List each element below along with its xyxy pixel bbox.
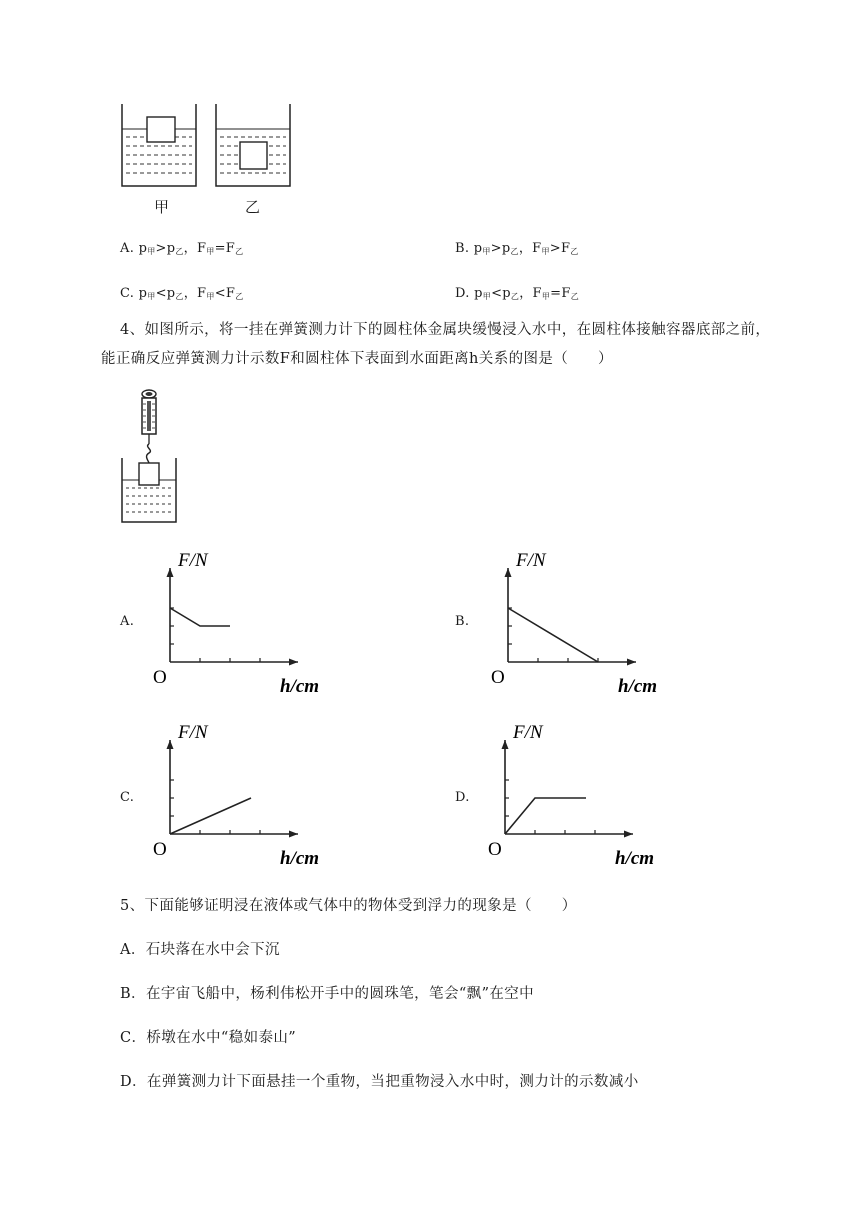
f-symbol: F bbox=[532, 286, 542, 301]
y-axis-label: F/N bbox=[178, 722, 208, 743]
y-axis-arrow bbox=[505, 568, 512, 577]
subscript: 甲 bbox=[206, 247, 215, 256]
origin-label: O bbox=[488, 839, 502, 860]
origin-label: O bbox=[491, 667, 505, 688]
p-symbol: p bbox=[474, 286, 483, 301]
f-symbol: F bbox=[560, 241, 571, 256]
q3-option-d[interactable] bbox=[455, 282, 579, 302]
beaker-jia bbox=[122, 104, 196, 186]
q5-question: 5、下面能够证明浸在液体或气体中的物体受到浮力的现象是（ ） bbox=[120, 898, 577, 914]
origin-label: O bbox=[153, 839, 167, 860]
series-line bbox=[505, 798, 586, 834]
p-symbol: p bbox=[501, 241, 511, 256]
x-axis-arrow bbox=[627, 659, 636, 666]
y-axis-label: F/N bbox=[516, 550, 546, 571]
operator: < bbox=[214, 286, 226, 301]
y-axis-arrow bbox=[502, 740, 509, 749]
x-axis-label: h/cm bbox=[280, 848, 320, 869]
separator: ， bbox=[518, 241, 533, 256]
water-container bbox=[122, 458, 176, 522]
subscript: 甲 bbox=[541, 247, 550, 256]
x-axis-arrow bbox=[289, 659, 298, 666]
p-symbol: p bbox=[502, 286, 511, 301]
q4-question-line-1: 4、如图所示，将一挂在弹簧测力计下的圆柱体金属块缓慢浸入水中，在圆柱体接触容器底部之前， bbox=[120, 322, 771, 338]
graph-c[interactable] bbox=[148, 722, 320, 872]
q5-option-d[interactable]: D．在弹簧测力计下面悬挂一个重物，当把重物浸入水中时，测力计的示数减小 bbox=[120, 1074, 639, 1090]
graph-option-b-letter[interactable]: B. bbox=[455, 614, 470, 629]
q5-option-a[interactable]: A．石块落在水中会下沉 bbox=[120, 942, 280, 958]
subscript: 乙 bbox=[570, 292, 580, 301]
subscript: 乙 bbox=[510, 247, 519, 256]
p-symbol: p bbox=[166, 241, 176, 256]
f-symbol: F bbox=[561, 286, 571, 301]
p-symbol: p bbox=[138, 286, 148, 301]
subscript: 甲 bbox=[482, 292, 492, 301]
operator: > bbox=[155, 241, 167, 256]
f-symbol: F bbox=[197, 286, 207, 301]
q5-option-b[interactable]: B．在宇宙飞船中，杨利伟松开手中的圆珠笔，笔会“飘”在空中 bbox=[120, 986, 535, 1002]
f-symbol: F bbox=[196, 241, 207, 256]
metal-cylinder bbox=[139, 463, 159, 485]
y-axis-label: F/N bbox=[513, 722, 543, 743]
graph-option-d-letter[interactable]: D. bbox=[455, 790, 470, 805]
origin-label: O bbox=[153, 667, 167, 688]
operator: < bbox=[491, 286, 503, 301]
subscript: 甲 bbox=[541, 292, 551, 301]
subscript: 甲 bbox=[147, 247, 156, 256]
x-axis-label: h/cm bbox=[615, 848, 655, 869]
series-line bbox=[508, 608, 598, 662]
beakers-figure bbox=[118, 100, 298, 192]
x-axis-arrow bbox=[289, 831, 298, 838]
option-letter: D. bbox=[455, 286, 470, 301]
subscript: 乙 bbox=[235, 247, 244, 256]
x-axis-label: h/cm bbox=[618, 676, 658, 697]
p-symbol: p bbox=[138, 241, 148, 256]
f-symbol: F bbox=[225, 241, 236, 256]
spring-scale-icon bbox=[142, 390, 156, 463]
x-axis-label: h/cm bbox=[280, 676, 320, 697]
option-letter: B. bbox=[455, 241, 470, 256]
subscript: 乙 bbox=[570, 247, 579, 256]
block-jia bbox=[147, 117, 175, 142]
f-symbol: F bbox=[532, 241, 542, 256]
y-axis-label: F/N bbox=[178, 550, 208, 571]
q5-option-c[interactable]: C．桥墩在水中“稳如泰山” bbox=[120, 1030, 297, 1046]
subscript: 甲 bbox=[206, 292, 215, 301]
operator: < bbox=[155, 286, 167, 301]
subscript: 乙 bbox=[235, 292, 244, 301]
option-letter: C. bbox=[120, 286, 135, 301]
q3-option-a[interactable] bbox=[120, 237, 243, 257]
fig-label-jia: 甲 bbox=[154, 198, 170, 216]
p-symbol: p bbox=[473, 241, 483, 256]
f-symbol: F bbox=[225, 286, 236, 301]
y-axis-arrow bbox=[167, 568, 174, 577]
series-line bbox=[170, 608, 230, 626]
fig-label-yi: 乙 bbox=[245, 198, 261, 216]
subscript: 甲 bbox=[482, 247, 491, 256]
subscript: 乙 bbox=[175, 292, 184, 301]
operator: > bbox=[490, 241, 502, 256]
series-line bbox=[170, 798, 251, 834]
block-yi bbox=[240, 142, 267, 169]
operator: = bbox=[550, 286, 562, 301]
x-axis-arrow bbox=[624, 831, 633, 838]
graph-option-a-letter[interactable]: A. bbox=[120, 614, 135, 629]
option-letter: A. bbox=[120, 241, 135, 256]
q4-question-line-2: 能正确反应弹簧测力计示数F和圆柱体下表面到水面距离h关系的图是（ ） bbox=[101, 351, 613, 367]
q3-option-b[interactable] bbox=[455, 237, 579, 257]
subscript: 乙 bbox=[175, 247, 184, 256]
beaker-yi bbox=[216, 104, 290, 186]
separator: ， bbox=[519, 286, 533, 301]
p-symbol: p bbox=[166, 286, 176, 301]
graph-a[interactable] bbox=[148, 550, 320, 700]
subscript: 甲 bbox=[147, 292, 156, 301]
subscript: 乙 bbox=[510, 292, 520, 301]
graph-b[interactable] bbox=[486, 550, 658, 700]
separator: ， bbox=[183, 286, 198, 301]
spring-scale-figure bbox=[118, 388, 186, 524]
y-axis-arrow bbox=[167, 740, 174, 749]
operator: = bbox=[214, 241, 226, 256]
graph-d[interactable] bbox=[483, 722, 655, 872]
operator: > bbox=[549, 241, 561, 256]
q3-option-c[interactable] bbox=[120, 282, 244, 302]
separator: ， bbox=[183, 241, 197, 256]
graph-option-c-letter[interactable]: C. bbox=[120, 790, 135, 805]
